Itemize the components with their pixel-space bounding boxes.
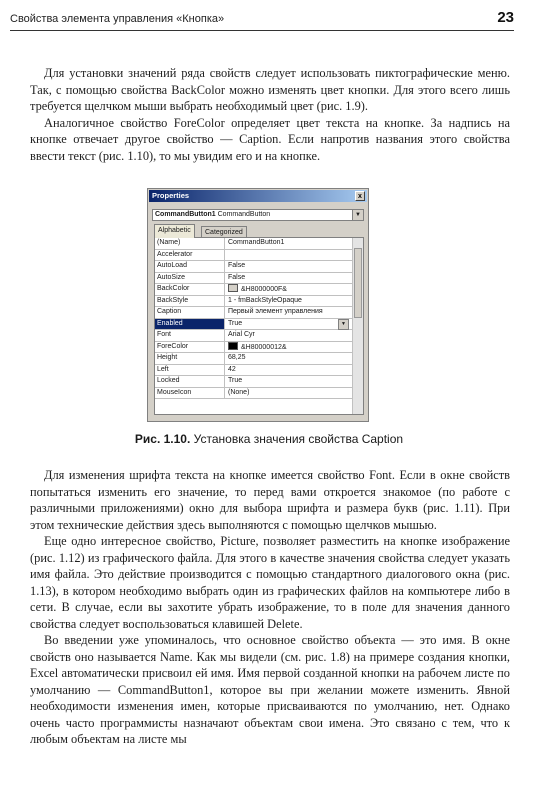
property-row[interactable] xyxy=(155,250,363,262)
properties-title: Properties xyxy=(152,191,190,200)
property-name: Left xyxy=(155,365,225,376)
tab-categorized[interactable]: Categorized xyxy=(201,226,247,238)
scrollbar-thumb[interactable] xyxy=(354,248,362,318)
property-value[interactable]: False xyxy=(228,273,246,281)
property-row[interactable] xyxy=(155,296,363,308)
running-title: Свойства элемента управления «Кнопка» xyxy=(10,13,225,25)
property-name: (Name) xyxy=(155,238,225,249)
property-row[interactable] xyxy=(155,342,363,354)
paragraph: Для установки значений ряда свойств следует использовать пиктографические меню. Так, с помощью свойства BackColor можно изменять цвет кнопки. Для этого всего лишь требуется щелчком мыши выбрать необходимый цвет (рис. 1.9). xyxy=(30,66,510,113)
property-row[interactable] xyxy=(155,353,363,365)
property-row[interactable] xyxy=(155,261,363,273)
chevron-down-icon[interactable]: ▼ xyxy=(352,210,363,220)
property-name: Caption xyxy=(155,307,225,318)
property-value[interactable]: &H8000000F& xyxy=(228,284,287,295)
properties-window xyxy=(147,188,369,422)
close-button[interactable]: x xyxy=(355,191,365,201)
property-value[interactable]: Arial Cyr xyxy=(228,331,255,338)
object-selector[interactable] xyxy=(152,209,364,221)
property-value[interactable]: 1 - fmBackStyleOpaque xyxy=(228,296,302,304)
property-row[interactable] xyxy=(155,376,363,388)
figure-caption-text: Установка значения свойства Caption xyxy=(193,432,404,446)
vertical-scrollbar[interactable] xyxy=(352,238,363,414)
property-name: Font xyxy=(155,330,225,341)
property-value[interactable]: 42 xyxy=(228,365,236,373)
property-row[interactable] xyxy=(155,365,363,377)
object-name: CommandButton1 xyxy=(155,211,216,218)
color-swatch xyxy=(228,342,238,350)
property-row[interactable] xyxy=(155,307,363,319)
text-block-bottom xyxy=(30,467,510,748)
property-row[interactable] xyxy=(155,284,363,296)
property-grid xyxy=(154,237,364,415)
property-row[interactable] xyxy=(155,238,363,250)
property-name: MouseIcon xyxy=(155,388,225,399)
paragraph: Еще одно интересное свойство, Picture, позволяет разместить на кнопке изображение (рис. 1.12) из графического файла. Для этого в качестве значения свойства следует указать имя файла. Это действие производится с помощью стандартного диалогового окна (рис. 1.13), в котором необходимо выбрать один из графических файлов на компьютере либо в сети. В случае, если вы захотите убрать изображение, то в поле для значения данного свойства следует воспользоваться клавишей Delete. xyxy=(30,534,510,631)
page-number: 23 xyxy=(497,9,514,26)
color-swatch xyxy=(228,284,238,292)
property-name: Height xyxy=(155,353,225,364)
property-name: BackStyle xyxy=(155,296,225,307)
property-value[interactable]: 68,25 xyxy=(228,354,246,361)
page-header xyxy=(10,8,514,31)
paragraph: Во введении уже упоминалось, что основное свойство объекта — это имя. В окне свойств оно называется Name. Как мы видели (см. рис. 1.8) на примере создания кнопки, Excel автоматически присвоил ей имя. Имя первой созданной кнопки на рабочем листе по умолчанию — CommandButton1, которое вы при желании можете изменить. Явной необходимости изменения имен, которые присваиваются по умолчанию, нет. Однако очень часто программисты назначают объектам свои имена. Это связано с тем, что к любым объектам на листе мы xyxy=(30,633,510,746)
property-name: AutoLoad xyxy=(155,261,225,272)
property-name: Locked xyxy=(155,376,225,387)
property-name: AutoSize xyxy=(155,273,225,284)
paragraph: Для изменения шрифта текста на кнопке имеется свойство Font. Если в окне свойств попытаться изменить его значение, то перед вами откроется знакомое (по работе с различными приложениями) окно для выбора шрифта и размера букв (рис. 1.11). При этом технические действия здесь выполняются с помощью щелчков мышью. xyxy=(30,468,510,532)
figure-label: Рис. 1.10. xyxy=(134,432,191,446)
property-value[interactable]: False xyxy=(228,262,246,269)
property-row[interactable] xyxy=(155,273,363,285)
object-type: CommandButton xyxy=(217,211,271,218)
properties-titlebar xyxy=(149,190,367,202)
chevron-down-icon[interactable]: ▼ xyxy=(338,319,349,330)
text-block-top xyxy=(30,65,510,164)
paragraph: Аналогичное свойство ForeColor определяет цвет текста на кнопке. За надпись на кнопке отвечает другое свойство — Caption. Если напротив названия этого свойства ввести текст (рис. 1.10), то мы увидим его и на кнопке. xyxy=(30,115,510,163)
property-name: ForeColor xyxy=(155,342,225,353)
property-row[interactable] xyxy=(155,319,363,331)
property-value[interactable]: True xyxy=(228,377,243,384)
property-row[interactable] xyxy=(155,330,363,342)
property-name: Accelerator xyxy=(155,250,225,261)
figure-caption xyxy=(0,432,538,446)
property-value[interactable]: CommandButton1 xyxy=(228,239,285,246)
property-value[interactable]: (None) xyxy=(228,388,250,396)
property-value[interactable]: True xyxy=(228,319,243,327)
tab-alphabetic[interactable]: Alphabetic xyxy=(154,224,195,238)
property-row[interactable] xyxy=(155,388,363,400)
property-value[interactable]: &H80000012& xyxy=(228,342,287,353)
property-name: Enabled xyxy=(155,319,225,330)
property-name: BackColor xyxy=(155,284,225,295)
property-value[interactable]: Первый элемент управления xyxy=(228,308,323,315)
